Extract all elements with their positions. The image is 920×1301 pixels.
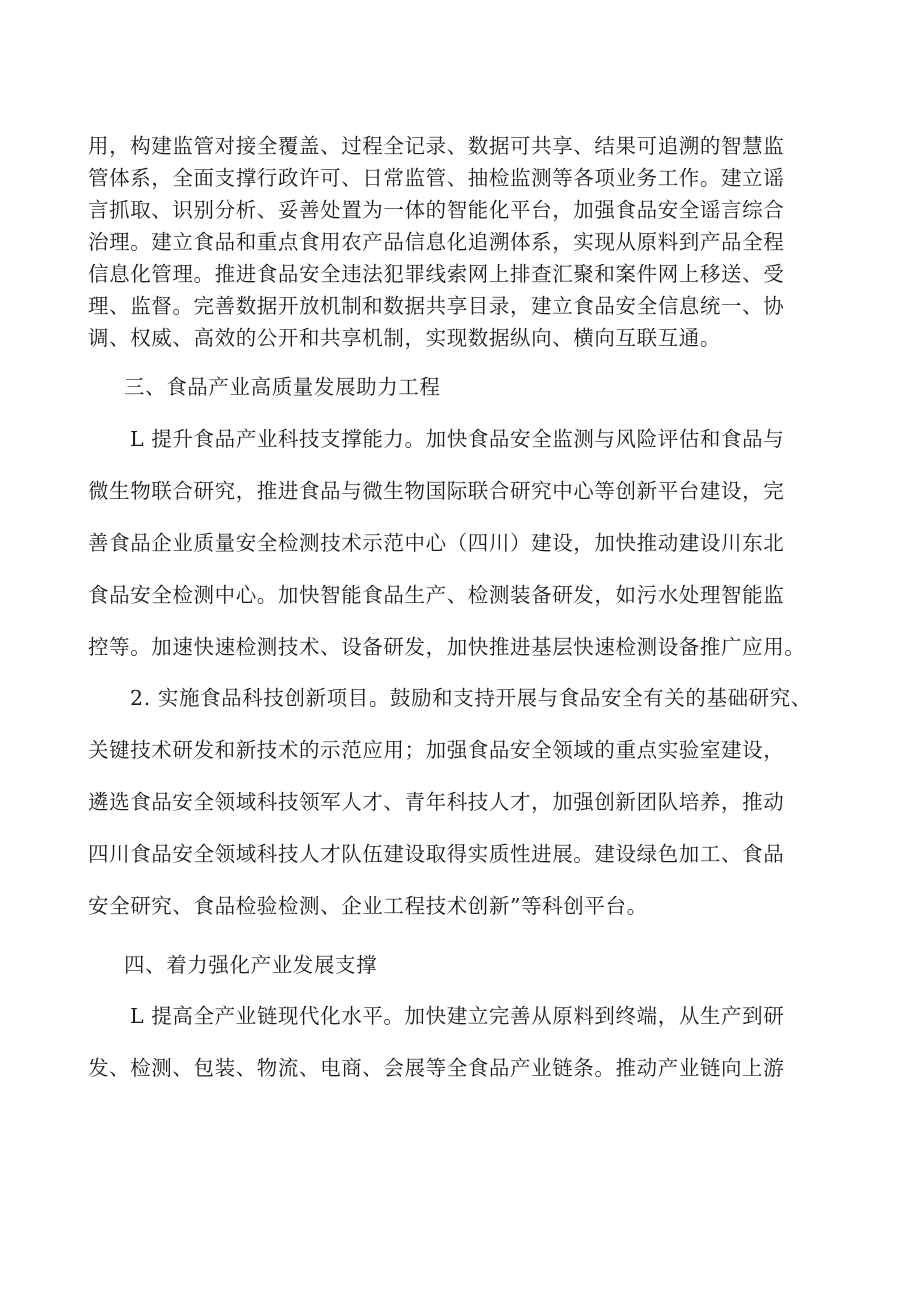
text-line: 信息化管理。推进食品安全违法犯罪线索网上排查汇聚和案件网上移送、受 [88,262,785,286]
text-line: 控等。加速快速检测技术、设备研发，加快推进基层快速检测设备推广应用。 [88,635,806,659]
text-line: 食品安全检测中心。加快智能食品生产、检测装备研发，如污水处理智能监 [88,583,785,607]
text-line: 四川食品安全领域科技人才队伍建设取得实质性进展。建设绿色加工、食品 [88,842,785,866]
section-heading-3: 三、食品产业高质量发展助力工程 [124,375,441,399]
section-heading-4: 四、着力强化产业发展支撑 [124,953,378,977]
paragraph-industry-chain [88,990,848,1094]
text-line: 发、检测、包装、物流、电商、会展等全食品产业链条。推动产业链向上游 [88,1056,785,1080]
text-line: 言抓取、识别分析、妥善处置为一体的智能化平台，加强食品安全谣言综合 [88,198,785,222]
text-line: 理、监督。完善数据开放机制和数据共享目录，建立食品安全信息统一、协 [88,294,785,318]
paragraph-data-integration [88,130,848,354]
text-line: 2. 实施食品科技创新项目。鼓励和支持开展与食品安全有关的基础研究、 [130,686,812,710]
text-line: 善食品企业质量安全检测技术示范中心（四川）建设，加快推动建设川东北 [88,531,785,555]
text-line: 管体系，全面支撑行政许可、日常监管、抽检监测等各项业务工作。建立谣 [88,166,785,190]
text-line: L 提升食品产业科技支撑能力。加快食品安全监测与风险评估和食品与 [130,427,785,451]
paragraph-tech-support [88,413,848,673]
text-line: L 提高全产业链现代化水平。加快建立完善从原料到终端，从生产到研 [130,1004,785,1028]
text-line: 遴选食品安全领域科技领军人才、青年科技人才，加强创新团队培养，推动 [88,790,785,814]
text-line: 治理。建立食品和重点食用农产品信息化追溯体系，实现从原料到产品全程 [88,230,785,254]
text-line: 安全研究、食品检验检测、企业工程技术创新”等科创平台。 [88,894,648,918]
paragraph-innovation-projects [88,672,848,932]
text-line: 关键技术研发和新技术的示范应用；加强食品安全领域的重点实验室建设， [88,738,785,762]
text-line: 用，构建监管对接全覆盖、过程全记录、数据可共享、结果可追溯的智慧监 [88,134,785,158]
text-line: 微生物联合研究，推进食品与微生物国际联合研究中心等创新平台建设，完 [88,479,785,503]
text-line: 调、权威、高效的公开和共享机制，实现数据纵向、横向互联互通。 [88,326,721,350]
